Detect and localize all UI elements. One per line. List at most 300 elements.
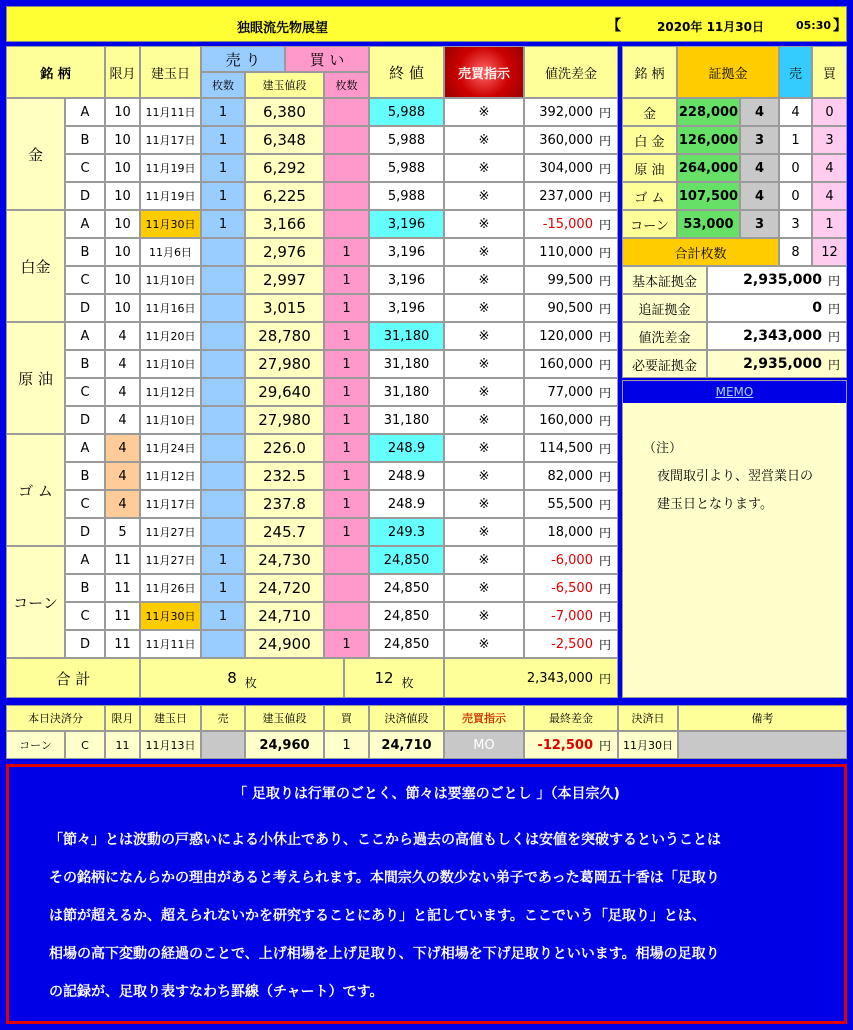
margin-header-meigara: 銘 柄 [622, 46, 677, 98]
row-buy-count [324, 210, 369, 238]
row-diff-cell [524, 322, 618, 350]
row-close: 248.9 [369, 462, 444, 490]
row-price: 2,997 [245, 266, 324, 294]
row-instruction[interactable]: ※ [444, 602, 524, 630]
row-sell-count [201, 238, 245, 266]
row-instruction[interactable]: ※ [444, 630, 524, 658]
margin-row-count: 3 [740, 126, 779, 154]
row-sub: B [65, 574, 105, 602]
date-bracket-close: 】 [833, 18, 847, 34]
margin-total-sell: 8 [779, 238, 812, 266]
margin-total-label: 合計枚数 [622, 238, 779, 266]
settle-header-settle_price: 決済値段 [369, 705, 444, 731]
row-sub: C [65, 602, 105, 630]
group-name-1: 白金 [6, 210, 65, 322]
row-diff-cell [524, 238, 618, 266]
header-gengetsu: 限月 [105, 46, 140, 98]
yen-unit: 円 [598, 553, 611, 568]
row-price: 2,976 [245, 238, 324, 266]
row-instruction[interactable]: ※ [444, 490, 524, 518]
row-date: 11月27日 [140, 546, 201, 574]
header-meigara: 銘 柄 [6, 46, 105, 98]
margin-row-buy: 1 [812, 210, 847, 238]
yen-unit: 円 [598, 301, 611, 316]
group-name-2: 原 油 [6, 322, 65, 434]
row-date: 11月10日 [140, 406, 201, 434]
settle-row-date: 11月13日 [140, 731, 201, 759]
row-close: 5,988 [369, 98, 444, 126]
row-date: 11月17日 [140, 490, 201, 518]
yen-unit: 円 [598, 385, 611, 400]
margin-summary-value [707, 322, 847, 350]
header-baibai-button[interactable]: 売買指示 [444, 46, 524, 98]
header-uri: 売 り [201, 46, 285, 72]
row-date: 11月30日 [140, 602, 201, 630]
row-date: 11月10日 [140, 266, 201, 294]
total-sell [140, 658, 344, 698]
quote-line: の記録が、足取り表すなわち罫線（チャート）です。 [49, 984, 384, 1000]
row-close: 24,850 [369, 574, 444, 602]
row-price: 27,980 [245, 350, 324, 378]
total-diff [444, 658, 618, 698]
row-gengetsu: 10 [105, 98, 140, 126]
row-date: 11月30日 [140, 210, 201, 238]
row-buy-count: 1 [324, 378, 369, 406]
header-bar [6, 6, 847, 42]
row-buy-count: 1 [324, 322, 369, 350]
row-diff-cell [524, 266, 618, 294]
margin-summary-label: 基本証拠金 [622, 266, 707, 294]
settle-header-settle_date: 決済日 [618, 705, 678, 731]
row-diff-value: 82,000 [547, 468, 593, 484]
margin-row-buy: 3 [812, 126, 847, 154]
yen-unit: 円 [598, 357, 611, 372]
row-diff-cell [524, 126, 618, 154]
row-date: 11月19日 [140, 154, 201, 182]
row-gengetsu: 5 [105, 518, 140, 546]
row-gengetsu: 4 [105, 406, 140, 434]
total-sell-value: 8 [227, 669, 237, 687]
row-diff-value: -7,000 [551, 608, 593, 624]
row-sell-count [201, 350, 245, 378]
row-instruction[interactable]: ※ [444, 574, 524, 602]
settle-row-sell [201, 731, 245, 759]
margin-summary-label: 必要証拠金 [622, 350, 707, 378]
row-gengetsu: 11 [105, 602, 140, 630]
row-buy-count: 1 [324, 434, 369, 462]
margin-row-amount: 107,500 [677, 182, 740, 210]
row-close: 5,988 [369, 182, 444, 210]
yen-unit: 円 [598, 245, 611, 260]
row-instruction[interactable]: ※ [444, 378, 524, 406]
row-date: 11月17日 [140, 126, 201, 154]
yen-unit: 円 [598, 609, 611, 624]
row-sell-count [201, 294, 245, 322]
row-diff-cell [524, 294, 618, 322]
row-close: 248.9 [369, 434, 444, 462]
row-close: 3,196 [369, 238, 444, 266]
group-name-3: ゴ ム [6, 434, 65, 546]
positions-table [6, 46, 618, 698]
yen-unit: 円 [827, 301, 840, 316]
quote-line: は節が超えるか、超えられないかを研究することにあり」と記しています。ここでいう「足取り」とは、 [49, 908, 706, 924]
settle-header-baibai: 売買指示 [444, 705, 524, 731]
row-sub: A [65, 322, 105, 350]
row-sub: B [65, 126, 105, 154]
row-close: 5,988 [369, 154, 444, 182]
settlement-table [6, 705, 847, 759]
yen-unit: 円 [598, 738, 611, 753]
memo-note-line1: 夜間取引より、翌営業日の [657, 469, 814, 484]
row-sell-count [201, 518, 245, 546]
row-instruction[interactable]: ※ [444, 406, 524, 434]
row-buy-count: 1 [324, 294, 369, 322]
row-diff-cell [524, 434, 618, 462]
settle-header-date: 建玉日 [140, 705, 201, 731]
row-gengetsu: 4 [105, 462, 140, 490]
margin-row-sell: 1 [779, 126, 812, 154]
row-buy-count: 1 [324, 490, 369, 518]
row-sell-count [201, 266, 245, 294]
row-instruction[interactable]: ※ [444, 294, 524, 322]
row-gengetsu: 11 [105, 574, 140, 602]
row-sell-count: 1 [201, 210, 245, 238]
settle-row-note [678, 731, 847, 759]
yen-unit: 円 [598, 637, 611, 652]
row-diff-cell [524, 210, 618, 238]
margin-row-sell: 3 [779, 210, 812, 238]
row-diff-value: 55,500 [547, 496, 593, 512]
quote-line: その銘柄になんらかの理由があると考えられます。本間宗久の数少ない弟子であった葛岡五十香は「足取り [49, 870, 720, 886]
yen-unit: 円 [598, 273, 611, 288]
margin-summary-amount: 2,935,000 [743, 272, 822, 288]
total-sell-unit: 枚 [244, 675, 257, 690]
row-price: 6,225 [245, 182, 324, 210]
row-buy-count: 1 [324, 350, 369, 378]
row-diff-value: 360,000 [539, 132, 593, 148]
row-sub: A [65, 98, 105, 126]
margin-row-count: 4 [740, 98, 779, 126]
quote-title: 「 足取りは行軍のごとく、節々は要塞のごとし 」（本目宗久) [233, 786, 620, 802]
row-diff-cell [524, 462, 618, 490]
row-diff-value: 392,000 [539, 104, 593, 120]
yen-unit: 円 [598, 105, 611, 120]
row-instruction[interactable]: ※ [444, 462, 524, 490]
row-gengetsu: 10 [105, 182, 140, 210]
row-gengetsu: 4 [105, 434, 140, 462]
margin-row-count: 4 [740, 182, 779, 210]
row-date: 11月6日 [140, 238, 201, 266]
row-diff-value: 114,500 [539, 440, 593, 456]
row-date: 11月24日 [140, 434, 201, 462]
header-tategyokubi: 建玉日 [140, 46, 201, 98]
margin-row-buy: 4 [812, 182, 847, 210]
row-sub: A [65, 546, 105, 574]
row-price: 6,348 [245, 126, 324, 154]
settle-row-final [524, 731, 618, 759]
margin-row-sell: 0 [779, 154, 812, 182]
row-diff-value: -6,000 [551, 552, 593, 568]
header-kai: 買 い [285, 46, 369, 72]
row-instruction[interactable]: ※ [444, 98, 524, 126]
yen-unit: 円 [598, 413, 611, 428]
row-diff-value: -2,500 [551, 636, 593, 652]
margin-row-count: 3 [740, 210, 779, 238]
row-instruction[interactable]: ※ [444, 210, 524, 238]
row-instruction[interactable]: ※ [444, 182, 524, 210]
row-sub: D [65, 406, 105, 434]
row-date: 11月11日 [140, 630, 201, 658]
margin-row-name: コーン [622, 210, 677, 238]
row-buy-count: 1 [324, 406, 369, 434]
row-gengetsu: 10 [105, 266, 140, 294]
row-date: 11月10日 [140, 350, 201, 378]
margin-header-shokokin: 証拠金 [677, 46, 779, 98]
yen-unit: 円 [598, 671, 611, 686]
row-close: 248.9 [369, 490, 444, 518]
margin-row-amount: 228,000 [677, 98, 740, 126]
row-buy-count: 1 [324, 238, 369, 266]
row-sub: D [65, 518, 105, 546]
row-price: 6,292 [245, 154, 324, 182]
row-buy-count [324, 126, 369, 154]
row-diff-cell [524, 154, 618, 182]
yen-unit: 円 [598, 161, 611, 176]
row-diff-value: 160,000 [539, 356, 593, 372]
yen-unit: 円 [598, 133, 611, 148]
row-gengetsu: 4 [105, 490, 140, 518]
row-diff-value: 77,000 [547, 384, 593, 400]
quote-line: 「節々」とは波動の戸惑いによる小休止であり、ここから過去の高値もしくは安値を突破するということは [49, 832, 721, 848]
margin-row-count: 4 [740, 154, 779, 182]
row-diff-value: 110,000 [539, 244, 593, 260]
row-sell-count: 1 [201, 98, 245, 126]
margin-row-name: 原 油 [622, 154, 677, 182]
margin-row-amount: 264,000 [677, 154, 740, 182]
row-instruction[interactable]: ※ [444, 434, 524, 462]
settle-row-settle-date: 11月30日 [618, 731, 678, 759]
row-diff-value: 99,500 [547, 272, 593, 288]
margin-row-name: 白 金 [622, 126, 677, 154]
row-gengetsu: 11 [105, 630, 140, 658]
row-sub: A [65, 210, 105, 238]
settle-header-label: 本日決済分 [6, 705, 105, 731]
row-sell-count: 1 [201, 602, 245, 630]
settle-row-settle-price: 24,710 [369, 731, 444, 759]
settle-final-value: -12,500 [537, 737, 593, 753]
row-price: 27,980 [245, 406, 324, 434]
row-close: 5,988 [369, 126, 444, 154]
memo-note-label: （注） [643, 441, 683, 456]
margin-summary-amount: 2,343,000 [743, 328, 822, 344]
row-sub: D [65, 630, 105, 658]
quote-box [6, 764, 847, 1024]
settle-row-price: 24,960 [245, 731, 324, 759]
settle-header-price: 建玉値段 [245, 705, 324, 731]
row-price: 24,900 [245, 630, 324, 658]
row-gengetsu: 4 [105, 350, 140, 378]
total-buy [344, 658, 444, 698]
row-date: 11月12日 [140, 378, 201, 406]
row-instruction[interactable]: ※ [444, 350, 524, 378]
row-diff-cell [524, 406, 618, 434]
row-diff-value: 90,500 [547, 300, 593, 316]
row-price: 6,380 [245, 98, 324, 126]
page-title: 独眼流先物展望 [237, 21, 329, 36]
row-instruction[interactable]: ※ [444, 126, 524, 154]
row-buy-count [324, 546, 369, 574]
row-close: 3,196 [369, 294, 444, 322]
row-sub: D [65, 182, 105, 210]
row-close: 31,180 [369, 322, 444, 350]
margin-summary-label: 値洗差金 [622, 322, 707, 350]
header-maisu-uri: 枚数 [201, 72, 245, 98]
row-buy-count: 1 [324, 266, 369, 294]
row-sell-count: 1 [201, 154, 245, 182]
settle-header-note: 備考 [678, 705, 847, 731]
row-buy-count [324, 182, 369, 210]
row-date: 11月26日 [140, 574, 201, 602]
row-date: 11月16日 [140, 294, 201, 322]
row-price: 3,166 [245, 210, 324, 238]
row-close: 24,850 [369, 630, 444, 658]
row-buy-count: 1 [324, 518, 369, 546]
yen-unit: 円 [598, 469, 611, 484]
yen-unit: 円 [598, 525, 611, 540]
row-gengetsu: 4 [105, 322, 140, 350]
row-buy-count [324, 154, 369, 182]
row-diff-value: 304,000 [539, 160, 593, 176]
margin-summary-value [707, 350, 847, 378]
row-diff-cell [524, 182, 618, 210]
row-sub: A [65, 434, 105, 462]
row-gengetsu: 10 [105, 154, 140, 182]
margin-total-buy: 12 [812, 238, 847, 266]
margin-header-kai: 買 [812, 46, 847, 98]
row-sell-count [201, 462, 245, 490]
row-price: 226.0 [245, 434, 324, 462]
yen-unit: 円 [827, 273, 840, 288]
row-diff-cell [524, 630, 618, 658]
yen-unit: 円 [598, 581, 611, 596]
group-name-4: コーン [6, 546, 65, 658]
row-close: 3,196 [369, 266, 444, 294]
yen-unit: 円 [827, 357, 840, 372]
margin-row-name: ゴ ム [622, 182, 677, 210]
row-sub: B [65, 462, 105, 490]
row-date: 11月12日 [140, 462, 201, 490]
row-diff-cell [524, 378, 618, 406]
date-display: 2020年 11月30日 [657, 20, 764, 34]
row-gengetsu: 10 [105, 210, 140, 238]
yen-unit: 円 [598, 329, 611, 344]
row-diff-value: 160,000 [539, 412, 593, 428]
row-gengetsu: 4 [105, 378, 140, 406]
row-buy-count [324, 574, 369, 602]
yen-unit: 円 [598, 217, 611, 232]
row-diff-cell [524, 546, 618, 574]
row-diff-value: -15,000 [542, 216, 593, 232]
row-sell-count [201, 490, 245, 518]
margin-row-name: 金 [622, 98, 677, 126]
margin-row-buy: 4 [812, 154, 847, 182]
total-buy-value: 12 [374, 669, 394, 687]
header-maisu-kai: 枚数 [324, 72, 369, 98]
yen-unit: 円 [827, 329, 840, 344]
total-label: 合 計 [6, 658, 140, 698]
row-buy-count: 1 [324, 462, 369, 490]
margin-table [622, 46, 847, 378]
row-instruction[interactable]: ※ [444, 266, 524, 294]
row-sell-count [201, 630, 245, 658]
time-display: 05:30 [796, 19, 832, 32]
settle-row-name: コーン [6, 731, 65, 759]
row-diff-value: 18,000 [547, 524, 593, 540]
header-neara: 値洗差金 [524, 46, 618, 98]
group-name-0: 金 [6, 98, 65, 210]
row-price: 29,640 [245, 378, 324, 406]
row-price: 24,720 [245, 574, 324, 602]
row-buy-count [324, 602, 369, 630]
row-close: 31,180 [369, 378, 444, 406]
row-diff-value: 237,000 [539, 188, 593, 204]
row-diff-value: 120,000 [539, 328, 593, 344]
row-gengetsu: 11 [105, 546, 140, 574]
margin-header-uri: 売 [779, 46, 812, 98]
row-close: 249.3 [369, 518, 444, 546]
row-sell-count: 1 [201, 546, 245, 574]
row-instruction[interactable]: ※ [444, 546, 524, 574]
row-sub: C [65, 490, 105, 518]
row-date: 11月20日 [140, 322, 201, 350]
row-sub: B [65, 350, 105, 378]
row-gengetsu: 10 [105, 126, 140, 154]
row-sell-count: 1 [201, 182, 245, 210]
settle-header-kai: 買 [324, 705, 369, 731]
row-diff-cell [524, 350, 618, 378]
row-diff-cell [524, 490, 618, 518]
quote-line: 相場の高下変動の経過のことで、上げ相場を上げ足取り、下げ相場を下げ足取りといいます。相場の足取り [49, 946, 720, 962]
memo-note-line2: 建玉日となります。 [657, 497, 773, 512]
row-close: 3,196 [369, 210, 444, 238]
row-instruction[interactable]: ※ [444, 518, 524, 546]
yen-unit: 円 [598, 497, 611, 512]
row-instruction[interactable]: ※ [444, 154, 524, 182]
row-sub: C [65, 266, 105, 294]
settle-row-instruction: MO [444, 731, 524, 759]
row-date: 11月27日 [140, 518, 201, 546]
row-close: 24,850 [369, 546, 444, 574]
total-diff-value: 2,343,000 [526, 670, 593, 686]
row-gengetsu: 10 [105, 294, 140, 322]
row-sell-count [201, 322, 245, 350]
memo-link[interactable]: MEMO [715, 385, 754, 399]
row-sub: D [65, 294, 105, 322]
margin-row-amount: 126,000 [677, 126, 740, 154]
margin-row-buy: 0 [812, 98, 847, 126]
row-diff-cell [524, 518, 618, 546]
total-buy-unit: 枚 [401, 675, 414, 690]
row-instruction[interactable]: ※ [444, 322, 524, 350]
yen-unit: 円 [598, 441, 611, 456]
margin-row-sell: 0 [779, 182, 812, 210]
row-diff-cell [524, 574, 618, 602]
row-buy-count [324, 98, 369, 126]
margin-row-amount: 53,000 [677, 210, 740, 238]
row-sell-count: 1 [201, 126, 245, 154]
row-close: 24,850 [369, 602, 444, 630]
row-instruction[interactable]: ※ [444, 238, 524, 266]
